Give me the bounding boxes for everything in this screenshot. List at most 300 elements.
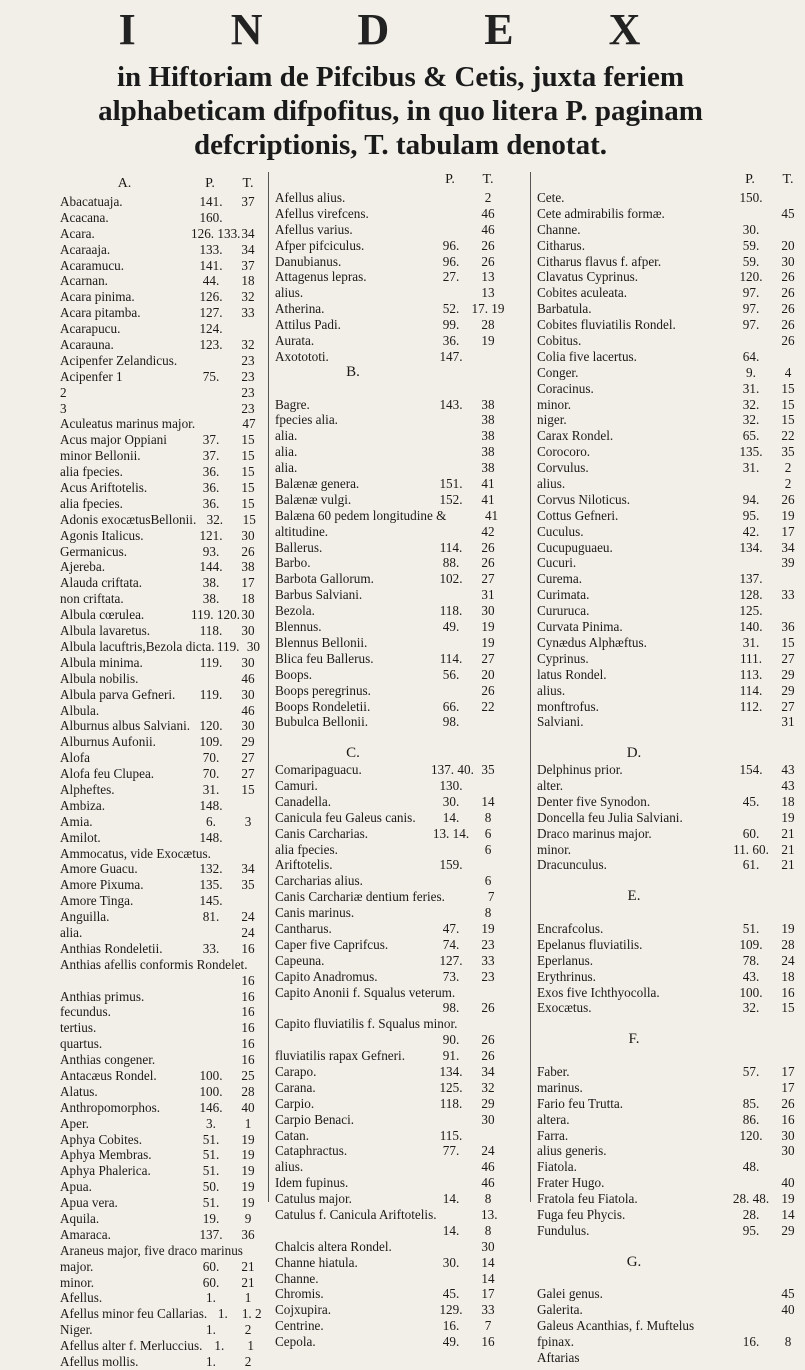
entry-name: Exos five Ichthyocolla. (537, 984, 660, 1000)
entry-table: 23 (241, 352, 255, 368)
entry-table: 15 (241, 432, 255, 448)
index-entry (60, 353, 265, 369)
index-entry (275, 1112, 505, 1128)
entry-name: Curimata. (537, 587, 590, 603)
entry-name: monftrofus. (537, 698, 599, 714)
entry-page: 121. (199, 527, 223, 543)
entry-table: 38 (481, 444, 495, 460)
page-header: P. (205, 176, 215, 191)
entry-page (191, 671, 231, 687)
index-entry (537, 1112, 805, 1128)
entry-name: Amore Pixuma. (60, 877, 144, 893)
index-entry (275, 619, 505, 635)
entry-name: Delphinus prior. (537, 762, 623, 778)
entry-table: 15 (241, 464, 255, 480)
index-entry (275, 1096, 505, 1112)
index-entry (275, 794, 505, 810)
entry-table: 16 (241, 1052, 255, 1068)
entry-name: Atherina. (275, 301, 325, 317)
entry-table: 13. (481, 1207, 498, 1222)
entry-name: Catan. (275, 1127, 310, 1143)
entry-table: 43 (781, 762, 795, 778)
entry-table: 46 (481, 1159, 495, 1175)
entry-page (731, 905, 771, 921)
entry-table: 35 (481, 762, 495, 778)
entry-table: 30 (781, 1143, 795, 1159)
entry-table (771, 349, 805, 365)
entry-name: Aper. (60, 1115, 89, 1131)
entry-page: 51. (742, 920, 760, 936)
entry-name: Albula lavaretus. (60, 623, 151, 639)
entry-table: 29 (781, 682, 795, 698)
entry-page: 31. (742, 634, 760, 650)
entry-table: 40 (781, 1175, 795, 1191)
entry-page: 64. (742, 348, 760, 364)
index-entry (275, 254, 505, 270)
entry-name: alius. (275, 285, 304, 301)
entry-page: 160. (199, 209, 223, 225)
index-entry (60, 1084, 265, 1100)
index-entry (60, 369, 265, 385)
entry-name: Cururuca. (537, 603, 590, 619)
entry-table (257, 957, 265, 973)
entry-table: 8 (484, 905, 492, 921)
index-entry (537, 1048, 805, 1064)
entry-table: 15 (781, 634, 795, 650)
entry-name: Channe hiatula. (275, 1254, 358, 1270)
entry-name (537, 905, 731, 921)
index-entry (275, 587, 505, 603)
index-entry (275, 857, 505, 873)
entry-page: 147. (439, 348, 463, 364)
index-entry (537, 842, 805, 858)
entry-table: 16 (481, 1334, 495, 1350)
entry-page (195, 416, 233, 432)
entry-page (191, 1036, 231, 1052)
entry-table: 7 (484, 1318, 492, 1334)
entry-page: 115. (439, 1127, 463, 1143)
entry-page: 31. (742, 380, 760, 396)
index-entry (537, 1191, 805, 1207)
entry-name: Bezola. (275, 603, 315, 619)
entry-page: 124. (199, 321, 223, 337)
entry-name: Capito Anadromus. (275, 968, 378, 984)
entry-table (471, 381, 505, 397)
entry-page: 70. (202, 750, 220, 766)
entry-name: alia fpecies. (60, 464, 123, 480)
index-entry (537, 1064, 805, 1080)
entry-name (537, 1016, 731, 1032)
index-entry (275, 444, 505, 460)
index-entry (60, 687, 265, 703)
index-entry (537, 1318, 805, 1334)
entry-page: 31. (202, 781, 220, 797)
table-header: T. (482, 172, 494, 187)
index-entry (275, 1191, 505, 1207)
entry-name: Farra. (537, 1127, 569, 1143)
index-entry (537, 190, 805, 206)
entry-page (191, 1052, 231, 1068)
entry-page (731, 730, 771, 746)
entry-table (771, 1271, 805, 1287)
entry-page: 123. (199, 337, 223, 353)
index-entry (537, 269, 805, 285)
entry-name: Aculeatus marinus major. (60, 416, 196, 432)
entry-page (731, 889, 771, 905)
index-entry (60, 671, 265, 687)
index-entry (60, 893, 265, 909)
entry-table: 14 (481, 793, 495, 809)
index-entry (537, 921, 805, 937)
entry-page: 119. (199, 686, 223, 702)
entry-name: Alatus. (60, 1083, 98, 1099)
entry-name: Canicula feu Galeus canis. (275, 809, 416, 825)
entry-page: 59. (742, 237, 760, 253)
entry-page (191, 401, 231, 417)
entry-table: 26 (481, 555, 495, 571)
entry-name (537, 730, 731, 746)
index-entry (60, 798, 265, 814)
entry-name: Caper five Caprifcus. (275, 936, 389, 952)
entry-name: Boops. (275, 666, 313, 682)
entry-name: marinus. (537, 1079, 583, 1095)
entry-name: Alauda criftata. (60, 575, 143, 591)
index-entry (537, 1096, 805, 1112)
entry-page: 151. (439, 476, 463, 492)
entry-table: 30 (481, 1111, 495, 1127)
entry-name: Acara. (60, 225, 95, 241)
entry-name: Alpheftes. (60, 781, 115, 797)
entry-table: 17 (781, 1063, 795, 1079)
entry-page: 132. (199, 861, 223, 877)
entry-table: 15 (781, 380, 795, 396)
entry-name: Fundulus. (537, 1222, 590, 1238)
entry-name: Denter five Synodon. (537, 793, 651, 809)
entry-table: 19 (241, 1195, 255, 1211)
entry-name (60, 973, 191, 989)
entry-table (771, 571, 805, 587)
entry-table: 6 (484, 873, 492, 889)
index-column-1 (60, 176, 265, 1370)
entry-table: 1 (247, 1338, 254, 1354)
index-entry (537, 1350, 805, 1366)
entry-name: Carpio Benaci. (275, 1111, 355, 1127)
index-entry (537, 540, 805, 556)
entry-page: 114. (439, 650, 463, 666)
entry-table: 33 (241, 305, 255, 321)
entry-name: Apua vera. (60, 1195, 118, 1211)
entry-page (431, 683, 471, 699)
entry-name: fluviatilis rapax Gefneri. (275, 1048, 405, 1064)
entry-table: 45 (781, 1286, 795, 1302)
entry-page: 98. (442, 714, 460, 730)
entry-table: 15 (781, 396, 795, 412)
entry-page: 1. (206, 1322, 216, 1338)
entry-table (771, 1239, 805, 1255)
entry-page: 95. (742, 1222, 760, 1238)
index-entry (537, 555, 805, 571)
index-entry (537, 476, 805, 492)
entry-page: 32. (742, 396, 760, 412)
entry-table: 39 (781, 555, 795, 571)
entry-page: 119. (216, 638, 240, 654)
entry-page: 152. (439, 491, 463, 507)
entry-table: 15 (241, 495, 255, 511)
entry-name: alia. (275, 428, 298, 444)
entry-name: Capeuna. (275, 952, 325, 968)
entry-name: Draco marinus major. (537, 825, 652, 841)
entry-name: Alofa (60, 750, 91, 766)
index-entry (60, 273, 265, 289)
index-entry (60, 1020, 265, 1036)
entry-page (731, 746, 771, 762)
index-entry (537, 492, 805, 508)
entry-page: 31. (742, 460, 760, 476)
entry-page (248, 957, 257, 973)
index-entry (60, 861, 265, 877)
entry-table: 27 (481, 571, 495, 587)
entry-name: Galerita. (537, 1302, 583, 1318)
entry-table: 46 (481, 221, 495, 237)
entry-name: Blennus. (275, 619, 322, 635)
entry-table: 28 (781, 936, 795, 952)
entry-page: 140. (739, 619, 763, 635)
entry-page: 45. (742, 793, 760, 809)
entry-name: Frater Hugo. (537, 1175, 605, 1191)
entry-table: 46 (481, 205, 495, 221)
index-entry (60, 941, 265, 957)
entry-table: 16 (781, 1111, 795, 1127)
index-entry (275, 762, 505, 778)
entry-table: 30 (481, 603, 495, 619)
index-entry (537, 301, 805, 317)
index-entry (60, 1275, 265, 1291)
entry-table: 23 (241, 400, 255, 416)
entry-table: 34 (241, 225, 255, 241)
index-entry (275, 1302, 505, 1318)
entry-page (431, 873, 471, 889)
entry-table: 21 (781, 857, 795, 873)
entry-page: 134. (439, 1063, 463, 1079)
index-entry (275, 571, 505, 587)
entry-page: 42. (742, 523, 760, 539)
entry-table (771, 1255, 805, 1271)
entry-name: Corvulus. (537, 460, 589, 476)
entry-table: 3 (244, 813, 252, 829)
entry-name: Acus Ariftotelis. (60, 480, 148, 496)
entry-name: Fuga feu Phycis. (537, 1207, 626, 1222)
index-entry (537, 969, 805, 985)
entry-table: 37 (241, 194, 255, 209)
entry-table: 21 (241, 1274, 255, 1290)
index-entry (275, 1334, 505, 1350)
index-entry (275, 476, 505, 492)
entry-page: 98. (442, 1000, 460, 1016)
entry-name: Cyprinus. (537, 650, 589, 666)
entry-name: Boops peregrinus. (275, 682, 371, 698)
entry-name: Ballerus. (275, 539, 323, 555)
entry-page: 145. (199, 893, 223, 909)
index-entry (275, 1286, 505, 1302)
entry-name: Cete admirabilis formæ. (537, 205, 665, 221)
entry-page: 93. (202, 543, 220, 559)
entry-table (471, 857, 505, 873)
entry-table: 34 (781, 539, 795, 555)
entry-page: 126. 133. (191, 225, 241, 241)
entry-name: Carax Rondel. (537, 428, 614, 444)
entry-page: 1. (206, 1290, 216, 1306)
entry-table: 32 (481, 1079, 495, 1095)
entry-table: 26 (781, 491, 795, 507)
entry-page: 32. (206, 511, 224, 527)
section-heading (537, 746, 805, 762)
entry-name: Apua. (60, 1179, 92, 1195)
entry-name: Exocætus. (537, 1000, 592, 1016)
entry-page: 119. 120. (191, 607, 240, 623)
index-entry (60, 1179, 265, 1195)
index-entry (275, 190, 505, 206)
entry-page: 113. (739, 666, 763, 682)
section-letter (275, 172, 429, 190)
entry-page: 36. (202, 464, 220, 480)
entry-name: Niger. (60, 1322, 93, 1338)
entry-page: 3. (206, 1115, 216, 1131)
entry-table: 41 (484, 507, 499, 523)
entry-table (231, 321, 265, 337)
index-entry (537, 285, 805, 301)
index-entry (60, 194, 265, 210)
index-entry (60, 703, 265, 719)
entry-name: Clavatus Cyprinus. (537, 269, 639, 285)
index-entry (537, 1143, 805, 1159)
entry-name: 2 (60, 384, 67, 400)
entry-table: 15 (242, 511, 256, 527)
entry-table: 38 (481, 428, 495, 444)
index-entry (275, 1239, 505, 1255)
entry-page: 118. (199, 623, 223, 639)
entry-table (771, 1159, 805, 1175)
index-entry (537, 683, 805, 699)
entry-name: non criftata. (60, 591, 124, 607)
entry-table: 22 (781, 428, 795, 444)
entry-table: 32 (241, 337, 255, 353)
entry-table: 30 (246, 638, 260, 654)
section-heading (537, 1255, 805, 1271)
index-entry (275, 1048, 505, 1064)
index-entry (275, 921, 505, 937)
entry-name: Afellus varius. (275, 221, 353, 237)
entry-name: alia. (275, 460, 298, 476)
entry-name: altera. (537, 1111, 570, 1127)
entry-table: 26 (481, 1032, 495, 1048)
index-entry (275, 397, 505, 413)
entry-table (255, 1243, 265, 1259)
index-entry (275, 905, 505, 921)
entry-name: Acarapucu. (60, 321, 121, 337)
entry-table: 41 (481, 476, 495, 492)
entry-table: 30 (241, 654, 255, 670)
entry-table: 46 (241, 670, 255, 686)
entry-name: Cottus Gefneri. (537, 507, 619, 523)
entry-name (537, 1271, 731, 1287)
entry-page (211, 846, 240, 862)
entry-table: 30 (241, 527, 255, 543)
entry-name: Chromis. (275, 1286, 324, 1302)
entry-table: 29 (781, 666, 795, 682)
entry-table: 19 (241, 1147, 255, 1163)
entry-page (431, 1271, 471, 1287)
entry-page (243, 1243, 255, 1259)
entry-page: 96. (442, 237, 460, 253)
entry-table: 23 (241, 368, 255, 384)
index-entry (60, 639, 265, 655)
entry-page: 111. (739, 650, 763, 666)
entry-name: Acus major Oppiani (60, 432, 167, 448)
index-entry (60, 559, 265, 575)
entry-table: 26 (481, 539, 495, 555)
entry-page: 95. (742, 507, 760, 523)
column-header (60, 176, 265, 194)
entry-page (731, 206, 771, 222)
index-entry (275, 301, 505, 317)
entry-page: 125. (739, 603, 763, 619)
index-entry (275, 381, 505, 397)
entry-page: 48. (742, 1159, 760, 1175)
index-entry (537, 667, 805, 683)
index-entry (537, 508, 805, 524)
entry-page: 14. (442, 1222, 460, 1238)
index-entry (275, 1128, 505, 1144)
index-entry (60, 973, 265, 989)
entry-name: Amore Tinga. (60, 893, 134, 909)
entry-page: 97. (742, 301, 760, 317)
index-entry (60, 957, 265, 973)
entry-page: 74. (442, 936, 460, 952)
entry-table (471, 1128, 505, 1144)
index-entry (60, 1163, 265, 1179)
entry-page: 60. (202, 1274, 220, 1290)
index-entry (537, 826, 805, 842)
index-entry (60, 623, 265, 639)
entry-table: 13 (481, 285, 495, 301)
index-heading: I N D E X (118, 5, 683, 54)
entry-name (537, 873, 731, 889)
entry-table: 40 (781, 1302, 795, 1318)
index-entry (275, 333, 505, 349)
entry-page: 146. (199, 1099, 223, 1115)
entry-page: 127. (199, 305, 223, 321)
entry-table: 14 (481, 1270, 495, 1286)
entry-table: 43 (781, 777, 795, 793)
entry-table: 19 (481, 619, 495, 635)
index-entry (60, 432, 265, 448)
entry-page (431, 635, 471, 651)
entry-page (431, 365, 471, 381)
entry-page: 16. (442, 1318, 460, 1334)
entry-table: 38 (481, 412, 495, 428)
index-entry (537, 460, 805, 476)
entry-page (431, 730, 471, 746)
entry-name: Amore Guacu. (60, 861, 138, 877)
entry-name: minor. (537, 396, 572, 412)
index-entry (60, 607, 265, 623)
entry-name: Germanicus. (60, 543, 128, 559)
entry-page: 150. (739, 190, 763, 205)
entry-page (431, 524, 471, 540)
entry-page: 114. (739, 682, 763, 698)
entry-table: 24 (481, 1143, 495, 1159)
entry-name: Canadella. (275, 793, 332, 809)
